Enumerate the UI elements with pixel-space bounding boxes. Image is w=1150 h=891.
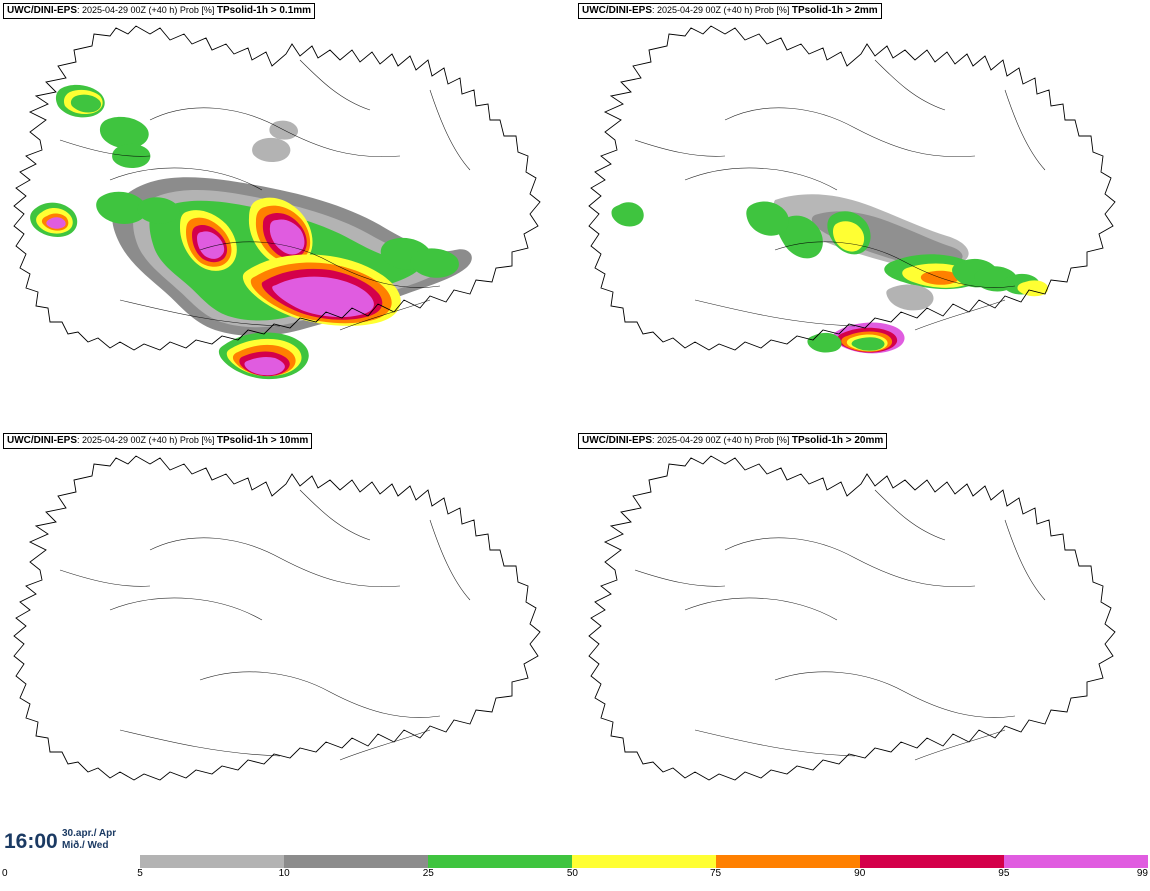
colorbar-tick-labels bbox=[137, 868, 1148, 882]
panel-variable-label: TPsolid-1h > 10mm bbox=[216, 435, 309, 446]
panel-tpsolid-2mm[interactable] bbox=[575, 0, 1150, 430]
panel-tpsolid-20mm[interactable] bbox=[575, 430, 1150, 860]
valid-date bbox=[62, 828, 116, 852]
iceland-map-1 bbox=[575, 0, 1150, 430]
panel-title-3 bbox=[578, 433, 887, 449]
panel-variable-label: TPsolid-1h > 2mm bbox=[791, 5, 878, 16]
panel-tpsolid-10mm[interactable] bbox=[0, 430, 575, 860]
panel-tpsolid-0p1mm[interactable] bbox=[0, 0, 575, 430]
colorbar-segment-95 bbox=[1004, 855, 1148, 868]
colorbar-tick-5: 5 bbox=[137, 868, 143, 879]
panel-model-label: UWC/DINI-EPS bbox=[7, 435, 77, 446]
colorbar-tick-75: 75 bbox=[710, 868, 722, 879]
panel-model-label: UWC/DINI-EPS bbox=[582, 5, 652, 16]
colorbar-segment-75 bbox=[716, 855, 860, 868]
colorbar-segment-90 bbox=[860, 855, 1004, 868]
iceland-map-2 bbox=[0, 430, 575, 860]
panel-variable-label: TPsolid-1h > 20mm bbox=[791, 435, 884, 446]
colorbar-segment-10 bbox=[284, 855, 428, 868]
panel-run-label: : 2025-04-29 00Z (+40 h) Prob [%] bbox=[652, 5, 792, 15]
colorbar-tick-95: 95 bbox=[998, 868, 1010, 879]
scale-min-label: 0 bbox=[2, 868, 8, 879]
colorbar-tick-50: 50 bbox=[566, 868, 578, 879]
panel-title-0 bbox=[3, 3, 315, 19]
iceland-map-3 bbox=[575, 430, 1150, 860]
colorbar-segment-50 bbox=[572, 855, 716, 868]
probability-shading-0 bbox=[30, 85, 472, 379]
panel-run-label: : 2025-04-29 00Z (+40 h) Prob [%] bbox=[77, 5, 217, 15]
valid-date-line2: Mið./ Wed bbox=[62, 840, 109, 851]
colorbar-segment-5 bbox=[140, 855, 284, 868]
valid-time: 16:00 bbox=[4, 830, 58, 853]
panel-model-label: UWC/DINI-EPS bbox=[7, 5, 77, 16]
valid-time-block bbox=[0, 828, 140, 864]
colorbar-tick-25: 25 bbox=[422, 868, 434, 879]
scale-max-label: 99 bbox=[1136, 868, 1148, 879]
panel-title-2 bbox=[3, 433, 312, 449]
panel-title-1 bbox=[578, 3, 882, 19]
colorbar-gradient bbox=[140, 855, 1148, 868]
colorbar-tick-10: 10 bbox=[278, 868, 290, 879]
panel-run-label: : 2025-04-29 00Z (+40 h) Prob [%] bbox=[77, 435, 217, 445]
valid-date-line1: 30.apr./ Apr bbox=[62, 828, 117, 839]
colorbar-segment-25 bbox=[428, 855, 572, 868]
probability-shading-1 bbox=[611, 194, 1048, 353]
panel-variable-label: TPsolid-1h > 0.1mm bbox=[216, 5, 312, 16]
footer-bar bbox=[0, 828, 1150, 891]
panel-model-label: UWC/DINI-EPS bbox=[582, 435, 652, 446]
panel-run-label: : 2025-04-29 00Z (+40 h) Prob [%] bbox=[652, 435, 792, 445]
colorbar-tick-90: 90 bbox=[854, 868, 866, 879]
iceland-map-0 bbox=[0, 0, 575, 430]
